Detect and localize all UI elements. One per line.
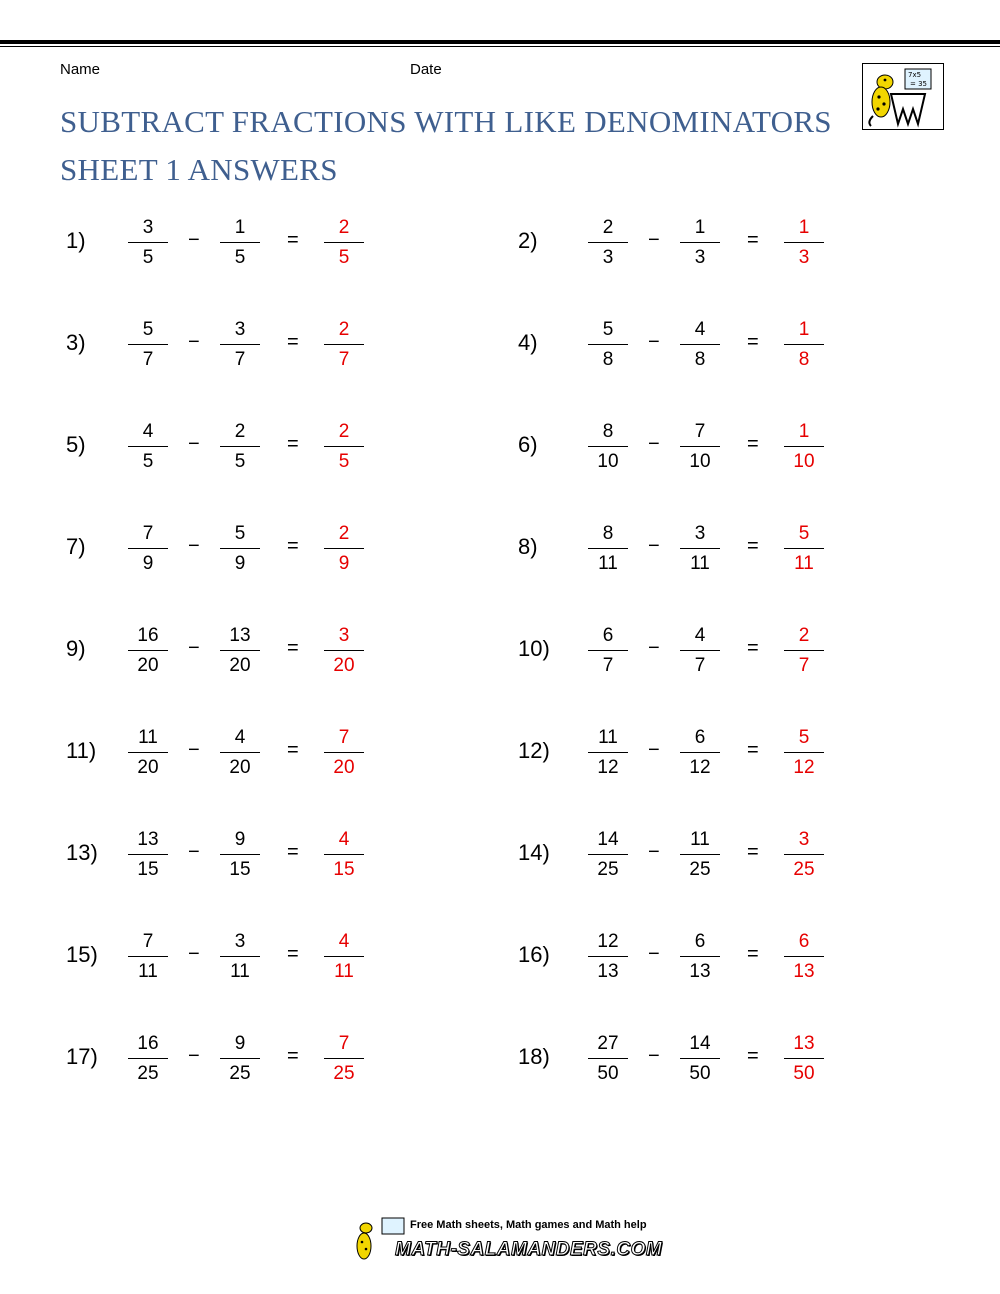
denominator: 11 — [794, 553, 814, 574]
numerator: 1 — [694, 217, 706, 238]
fraction-bar — [128, 956, 168, 957]
numerator: 5 — [798, 523, 810, 544]
numerator: 7 — [338, 727, 350, 748]
equals-sign: = — [747, 637, 759, 659]
numerator: 13 — [137, 829, 159, 850]
answer-fraction — [784, 418, 824, 475]
first-fraction — [588, 724, 628, 781]
fraction-bar — [680, 1058, 720, 1059]
minus-sign: − — [188, 841, 200, 863]
fraction-bar — [128, 854, 168, 855]
problem-number: 11) — [66, 738, 97, 763]
salamander-logo — [862, 63, 944, 130]
second-fraction — [220, 826, 260, 883]
date-label: Date — [410, 61, 442, 78]
numerator: 4 — [694, 625, 706, 646]
numerator: 11 — [690, 829, 710, 850]
first-fraction — [128, 214, 168, 271]
denominator: 25 — [793, 859, 815, 880]
minus-sign: − — [188, 535, 200, 557]
problem-item — [60, 724, 480, 784]
minus-sign: − — [188, 433, 200, 455]
fraction-bar — [324, 446, 364, 447]
fraction-bar — [220, 1058, 260, 1059]
fraction-bar — [220, 548, 260, 549]
denominator: 25 — [229, 1063, 251, 1084]
numerator: 6 — [694, 931, 706, 952]
problem-number: 6) — [518, 432, 538, 457]
problem-item — [512, 724, 932, 784]
denominator: 9 — [234, 553, 246, 574]
equals-sign: = — [287, 739, 299, 761]
equals-sign: = — [287, 1045, 299, 1067]
second-fraction — [220, 520, 260, 577]
fraction-bar — [128, 1058, 168, 1059]
fraction-bar — [680, 446, 720, 447]
second-fraction — [220, 316, 260, 373]
denominator: 50 — [597, 1063, 619, 1084]
denominator: 25 — [137, 1063, 159, 1084]
numerator: 3 — [234, 319, 246, 340]
fraction-bar — [588, 344, 628, 345]
fraction-bar — [324, 956, 364, 957]
minus-sign: − — [188, 943, 200, 965]
page-subtitle: SHEET 1 ANSWERS — [60, 152, 338, 187]
numerator: 27 — [597, 1033, 619, 1054]
denominator: 3 — [694, 247, 706, 268]
fraction-bar — [784, 446, 824, 447]
denominator: 20 — [229, 757, 251, 778]
first-fraction — [128, 1030, 168, 1087]
fraction-bar — [680, 344, 720, 345]
problem-item — [60, 622, 480, 682]
fraction-bar — [220, 650, 260, 651]
numerator: 7 — [694, 421, 706, 442]
denominator: 12 — [597, 757, 619, 778]
second-fraction — [680, 316, 720, 373]
denominator: 5 — [142, 451, 154, 472]
second-fraction — [680, 928, 720, 985]
denominator: 11 — [230, 961, 250, 982]
logo-board-line2: = 35 — [910, 80, 927, 88]
second-fraction — [220, 622, 260, 679]
numerator: 6 — [602, 625, 614, 646]
fraction-bar — [588, 242, 628, 243]
equals-sign: = — [287, 229, 299, 251]
fraction-bar — [220, 242, 260, 243]
numerator: 3 — [338, 625, 350, 646]
fraction-bar — [128, 344, 168, 345]
first-fraction — [588, 928, 628, 985]
denominator: 10 — [793, 451, 815, 472]
fraction-bar — [588, 1058, 628, 1059]
numerator: 14 — [597, 829, 619, 850]
denominator: 11 — [138, 961, 158, 982]
problem-number: 1) — [66, 228, 86, 253]
minus-sign: − — [188, 229, 200, 251]
problem-number: 17) — [66, 1044, 98, 1069]
numerator: 16 — [137, 625, 159, 646]
denominator: 10 — [597, 451, 619, 472]
fraction-bar — [784, 650, 824, 651]
answer-fraction — [324, 520, 364, 577]
denominator: 9 — [338, 553, 350, 574]
denominator: 10 — [689, 451, 711, 472]
first-fraction — [588, 316, 628, 373]
numerator: 7 — [142, 523, 154, 544]
fraction-bar — [784, 548, 824, 549]
problem-number: 9) — [66, 636, 86, 661]
fraction-bar — [784, 1058, 824, 1059]
problem-number: 15) — [66, 942, 98, 967]
fraction-bar — [588, 956, 628, 957]
problem-item — [512, 316, 932, 376]
minus-sign: − — [648, 841, 660, 863]
numerator: 7 — [142, 931, 154, 952]
fraction-bar — [220, 446, 260, 447]
fraction-bar — [128, 650, 168, 651]
denominator: 50 — [689, 1063, 711, 1084]
equals-sign: = — [287, 331, 299, 353]
denominator: 5 — [142, 247, 154, 268]
minus-sign: − — [648, 433, 660, 455]
first-fraction — [588, 520, 628, 577]
numerator: 11 — [598, 727, 618, 748]
page-title: SUBTRACT FRACTIONS WITH LIKE DENOMINATORS — [60, 104, 832, 139]
problem-item — [60, 826, 480, 886]
problem-number: 7) — [66, 534, 86, 559]
numerator: 7 — [338, 1033, 350, 1054]
second-fraction — [220, 928, 260, 985]
fraction-bar — [220, 752, 260, 753]
minus-sign: − — [648, 637, 660, 659]
denominator: 7 — [694, 655, 706, 676]
equals-sign: = — [747, 433, 759, 455]
answer-fraction — [324, 214, 364, 271]
minus-sign: − — [188, 331, 200, 353]
denominator: 15 — [333, 859, 355, 880]
answer-fraction — [784, 520, 824, 577]
answer-fraction — [324, 724, 364, 781]
answer-fraction — [784, 826, 824, 883]
numerator: 3 — [234, 931, 246, 952]
equals-sign: = — [747, 1045, 759, 1067]
first-fraction — [128, 724, 168, 781]
fraction-bar — [324, 854, 364, 855]
denominator: 7 — [234, 349, 246, 370]
problem-number: 14) — [518, 840, 550, 865]
denominator: 7 — [338, 349, 350, 370]
denominator: 7 — [798, 655, 810, 676]
problem-number: 12) — [518, 738, 550, 763]
numerator: 2 — [338, 523, 350, 544]
denominator: 11 — [690, 553, 710, 574]
answer-fraction — [324, 826, 364, 883]
numerator: 13 — [229, 625, 251, 646]
denominator: 15 — [137, 859, 159, 880]
numerator: 1 — [798, 319, 810, 340]
answer-fraction — [784, 1030, 824, 1087]
numerator: 11 — [138, 727, 158, 748]
denominator: 3 — [798, 247, 810, 268]
fraction-bar — [680, 956, 720, 957]
problem-number: 16) — [518, 942, 550, 967]
first-fraction — [128, 418, 168, 475]
denominator: 20 — [229, 655, 251, 676]
fraction-bar — [324, 242, 364, 243]
problem-item — [512, 1030, 932, 1090]
second-fraction — [680, 418, 720, 475]
denominator: 5 — [338, 247, 350, 268]
problem-number: 3) — [66, 330, 86, 355]
equals-sign: = — [287, 943, 299, 965]
fraction-bar — [784, 344, 824, 345]
fraction-bar — [324, 344, 364, 345]
numerator: 1 — [798, 421, 810, 442]
fraction-bar — [588, 650, 628, 651]
equals-sign: = — [747, 229, 759, 251]
numerator: 2 — [234, 421, 246, 442]
fraction-bar — [324, 1058, 364, 1059]
denominator: 12 — [793, 757, 815, 778]
top-rule-thin — [0, 46, 1000, 47]
answer-fraction — [784, 622, 824, 679]
numerator: 2 — [338, 319, 350, 340]
denominator: 20 — [333, 655, 355, 676]
numerator: 5 — [602, 319, 614, 340]
minus-sign: − — [188, 637, 200, 659]
minus-sign: − — [648, 535, 660, 557]
logo-board-line1: 7x5 — [908, 71, 922, 79]
problem-number: 10) — [518, 636, 550, 661]
first-fraction — [128, 520, 168, 577]
second-fraction — [680, 724, 720, 781]
numerator: 2 — [338, 421, 350, 442]
second-fraction — [220, 418, 260, 475]
numerator: 3 — [798, 829, 810, 850]
denominator: 7 — [602, 655, 614, 676]
minus-sign: − — [648, 739, 660, 761]
first-fraction — [588, 1030, 628, 1087]
fraction-bar — [324, 752, 364, 753]
problem-item — [60, 520, 480, 580]
fraction-bar — [324, 548, 364, 549]
problem-number: 5) — [66, 432, 86, 457]
name-label: Name — [60, 61, 101, 78]
problem-number: 13) — [66, 840, 98, 865]
fraction-bar — [680, 854, 720, 855]
numerator: 2 — [798, 625, 810, 646]
problem-item — [60, 418, 480, 478]
equals-sign: = — [287, 433, 299, 455]
numerator: 16 — [137, 1033, 159, 1054]
problem-item — [512, 622, 932, 682]
problem-item — [60, 928, 480, 988]
second-fraction — [680, 520, 720, 577]
first-fraction — [588, 826, 628, 883]
fraction-bar — [588, 548, 628, 549]
problem-number: 18) — [518, 1044, 550, 1069]
first-fraction — [588, 418, 628, 475]
answer-fraction — [324, 1030, 364, 1087]
fraction-bar — [784, 956, 824, 957]
minus-sign: − — [648, 1045, 660, 1067]
fraction-bar — [588, 752, 628, 753]
answer-fraction — [784, 928, 824, 985]
numerator: 6 — [798, 931, 810, 952]
problem-item — [512, 520, 932, 580]
second-fraction — [220, 724, 260, 781]
fraction-bar — [220, 854, 260, 855]
denominator: 5 — [234, 247, 246, 268]
first-fraction — [588, 622, 628, 679]
footer-tagline: Free Math sheets, Math games and Math help — [410, 1219, 647, 1231]
equals-sign: = — [287, 535, 299, 557]
denominator: 20 — [333, 757, 355, 778]
denominator: 7 — [142, 349, 154, 370]
problem-item — [512, 418, 932, 478]
fraction-bar — [128, 548, 168, 549]
answer-fraction — [784, 316, 824, 373]
numerator: 8 — [602, 523, 614, 544]
fraction-bar — [128, 242, 168, 243]
minus-sign: − — [188, 739, 200, 761]
denominator: 13 — [689, 961, 711, 982]
equals-sign: = — [747, 535, 759, 557]
numerator: 5 — [234, 523, 246, 544]
second-fraction — [680, 1030, 720, 1087]
fraction-bar — [680, 242, 720, 243]
denominator: 5 — [234, 451, 246, 472]
denominator: 50 — [793, 1063, 815, 1084]
numerator: 9 — [234, 1033, 246, 1054]
problem-item — [60, 1030, 480, 1090]
denominator: 20 — [137, 655, 159, 676]
fraction-bar — [220, 956, 260, 957]
fraction-bar — [128, 446, 168, 447]
answer-fraction — [324, 928, 364, 985]
problem-number: 4) — [518, 330, 538, 355]
denominator: 5 — [338, 451, 350, 472]
numerator: 13 — [793, 1033, 815, 1054]
numerator: 6 — [694, 727, 706, 748]
minus-sign: − — [648, 229, 660, 251]
equals-sign: = — [747, 331, 759, 353]
fraction-bar — [220, 344, 260, 345]
fraction-bar — [784, 242, 824, 243]
numerator: 8 — [602, 421, 614, 442]
fraction-bar — [784, 752, 824, 753]
denominator: 15 — [229, 859, 251, 880]
problem-number: 2) — [518, 228, 538, 253]
first-fraction — [128, 622, 168, 679]
first-fraction — [588, 214, 628, 271]
numerator: 5 — [142, 319, 154, 340]
numerator: 14 — [689, 1033, 711, 1054]
equals-sign: = — [747, 943, 759, 965]
denominator: 11 — [598, 553, 618, 574]
denominator: 25 — [597, 859, 619, 880]
numerator: 1 — [798, 217, 810, 238]
second-fraction — [680, 826, 720, 883]
denominator: 8 — [798, 349, 810, 370]
fraction-bar — [680, 752, 720, 753]
fraction-bar — [588, 446, 628, 447]
fraction-bar — [680, 650, 720, 651]
numerator: 4 — [142, 421, 154, 442]
problem-item — [512, 214, 932, 274]
minus-sign: − — [188, 1045, 200, 1067]
fraction-bar — [680, 548, 720, 549]
denominator: 25 — [689, 859, 711, 880]
problem-item — [60, 214, 480, 274]
footer-site-link[interactable]: MATH-SALAMANDERS.COM — [395, 1239, 663, 1260]
denominator: 9 — [142, 553, 154, 574]
numerator: 4 — [338, 829, 350, 850]
fraction-bar — [128, 752, 168, 753]
numerator: 4 — [694, 319, 706, 340]
top-rule — [0, 40, 1000, 44]
denominator: 20 — [137, 757, 159, 778]
answer-fraction — [784, 724, 824, 781]
problem-item — [512, 826, 932, 886]
numerator: 2 — [602, 217, 614, 238]
denominator: 8 — [602, 349, 614, 370]
problem-number: 8) — [518, 534, 538, 559]
problem-item — [60, 316, 480, 376]
minus-sign: − — [648, 331, 660, 353]
minus-sign: − — [648, 943, 660, 965]
numerator: 2 — [338, 217, 350, 238]
denominator: 12 — [689, 757, 711, 778]
answer-fraction — [324, 316, 364, 373]
numerator: 5 — [798, 727, 810, 748]
denominator: 3 — [602, 247, 614, 268]
equals-sign: = — [287, 841, 299, 863]
fraction-bar — [324, 650, 364, 651]
numerator: 3 — [142, 217, 154, 238]
second-fraction — [680, 622, 720, 679]
denominator: 11 — [334, 961, 354, 982]
denominator: 8 — [694, 349, 706, 370]
equals-sign: = — [287, 637, 299, 659]
second-fraction — [680, 214, 720, 271]
second-fraction — [220, 214, 260, 271]
problem-item — [512, 928, 932, 988]
numerator: 9 — [234, 829, 246, 850]
equals-sign: = — [747, 841, 759, 863]
equals-sign: = — [747, 739, 759, 761]
fraction-bar — [588, 854, 628, 855]
numerator: 3 — [694, 523, 706, 544]
numerator: 12 — [597, 931, 619, 952]
fraction-bar — [784, 854, 824, 855]
answer-fraction — [784, 214, 824, 271]
first-fraction — [128, 316, 168, 373]
first-fraction — [128, 826, 168, 883]
denominator: 25 — [333, 1063, 355, 1084]
answer-fraction — [324, 622, 364, 679]
denominator: 13 — [793, 961, 815, 982]
numerator: 1 — [234, 217, 246, 238]
numerator: 4 — [338, 931, 350, 952]
second-fraction — [220, 1030, 260, 1087]
numerator: 4 — [234, 727, 246, 748]
first-fraction — [128, 928, 168, 985]
answer-fraction — [324, 418, 364, 475]
denominator: 13 — [597, 961, 619, 982]
